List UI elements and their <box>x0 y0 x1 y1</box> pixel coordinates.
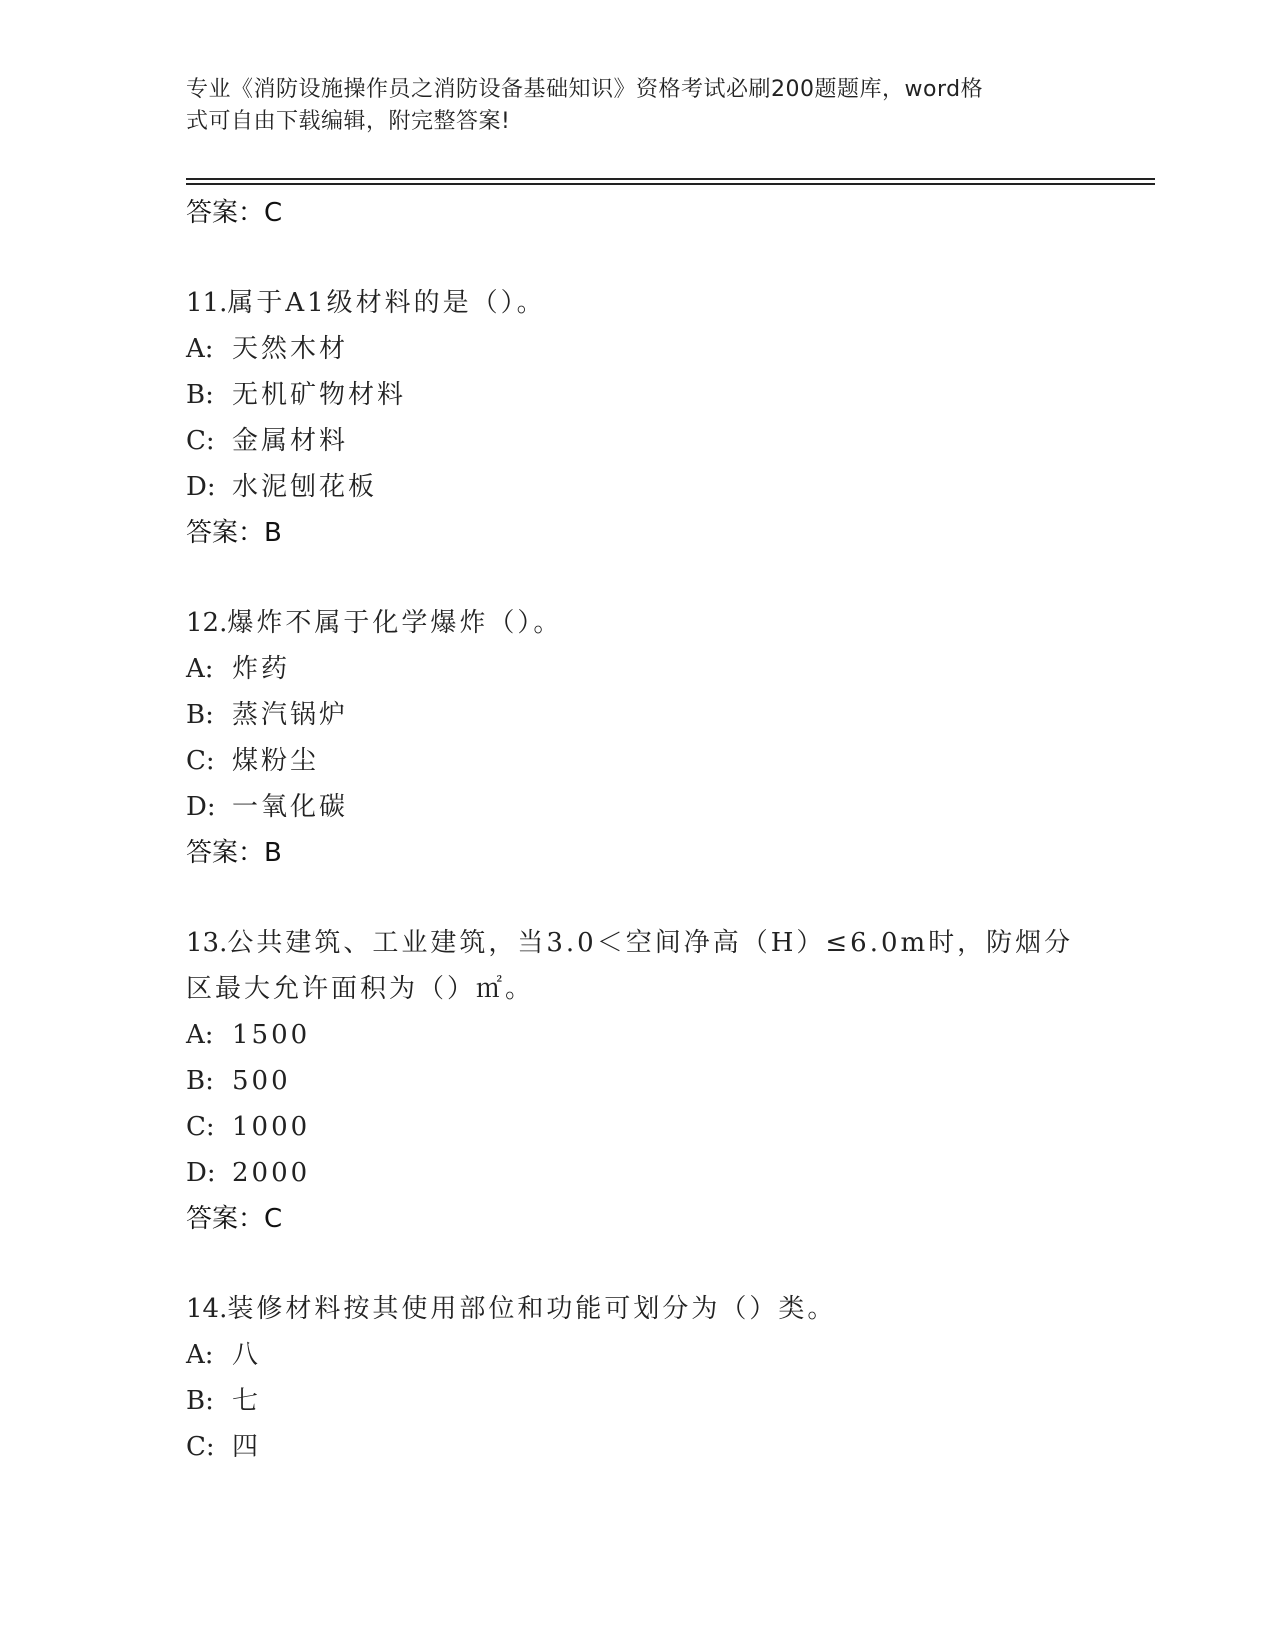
option-text: 炸药 <box>232 654 291 684</box>
option-a <box>186 326 1086 372</box>
question-number: 13. <box>186 928 228 958</box>
option-b <box>186 372 1086 418</box>
option-key: B: <box>186 380 214 410</box>
option-text: 四 <box>232 1432 262 1462</box>
answer: 答案：B <box>186 518 282 548</box>
question-text: 公共建筑、工业建筑，当3.0＜空间净高（H）≤6.0m时，防烟分区最大允许面积为（）㎡。 <box>186 928 1074 1004</box>
previous-answer: 答案：C <box>186 198 283 228</box>
question-12 <box>186 600 1086 876</box>
option-text: 金属材料 <box>232 426 349 456</box>
option-text: 2000 <box>232 1158 311 1188</box>
question-list <box>186 190 1086 1470</box>
option-key: A: <box>186 1020 214 1050</box>
header-line-1: 专业《消防设施操作员之消防设备基础知识》资格考试必刷200题题库，word格 <box>186 77 984 102</box>
question-stem <box>186 1286 1086 1332</box>
header-divider-top <box>186 178 1155 180</box>
header-line-2: 式可自由下载编辑，附完整答案! <box>186 109 511 134</box>
question-text: 爆炸不属于化学爆炸（）。 <box>227 608 563 638</box>
option-b <box>186 692 1086 738</box>
option-key: D: <box>186 792 216 822</box>
option-key: B: <box>186 700 214 730</box>
option-a <box>186 1332 1086 1378</box>
option-key: A: <box>186 1340 214 1370</box>
option-text: 一氧化碳 <box>232 792 349 822</box>
question-14 <box>186 1286 1086 1470</box>
option-d <box>186 784 1086 830</box>
option-b <box>186 1058 1086 1104</box>
option-key: B: <box>186 1386 214 1416</box>
question-text: 装修材料按其使用部位和功能可划分为（）类。 <box>227 1294 837 1324</box>
option-a <box>186 646 1086 692</box>
header-divider-bottom <box>186 183 1155 185</box>
option-key: B: <box>186 1066 214 1096</box>
option-text: 天然木材 <box>232 334 349 364</box>
question-11 <box>186 280 1086 556</box>
option-key: D: <box>186 1158 216 1188</box>
option-text: 七 <box>232 1386 262 1416</box>
option-text: 1500 <box>232 1020 311 1050</box>
option-key: D: <box>186 472 216 502</box>
question-stem <box>186 920 1086 1012</box>
option-c <box>186 1424 1086 1470</box>
option-key: A: <box>186 654 214 684</box>
question-stem <box>186 600 1086 646</box>
option-key: C: <box>186 1112 215 1142</box>
option-text: 煤粉尘 <box>232 746 320 776</box>
answer: 答案：B <box>186 838 282 868</box>
option-text: 八 <box>232 1340 262 1370</box>
question-number: 11. <box>186 288 228 318</box>
option-c <box>186 738 1086 784</box>
option-b <box>186 1378 1086 1424</box>
option-key: C: <box>186 426 215 456</box>
option-text: 500 <box>232 1066 291 1096</box>
option-c <box>186 1104 1086 1150</box>
option-text: 水泥刨花板 <box>232 472 378 502</box>
option-key: A: <box>186 334 214 364</box>
option-key: C: <box>186 1432 215 1462</box>
option-d <box>186 464 1086 510</box>
option-text: 1000 <box>232 1112 311 1142</box>
option-d <box>186 1150 1086 1196</box>
question-number: 14. <box>186 1294 228 1324</box>
question-number: 12. <box>186 608 228 638</box>
answer: 答案：C <box>186 1204 283 1234</box>
option-text: 无机矿物材料 <box>232 380 407 410</box>
question-13 <box>186 920 1086 1242</box>
option-a <box>186 1012 1086 1058</box>
option-text: 蒸汽锅炉 <box>232 700 349 730</box>
option-key: C: <box>186 746 215 776</box>
question-text: 属于A1级材料的是（）。 <box>227 288 546 318</box>
option-c <box>186 418 1086 464</box>
question-stem <box>186 280 1086 326</box>
document-header <box>186 74 1066 138</box>
